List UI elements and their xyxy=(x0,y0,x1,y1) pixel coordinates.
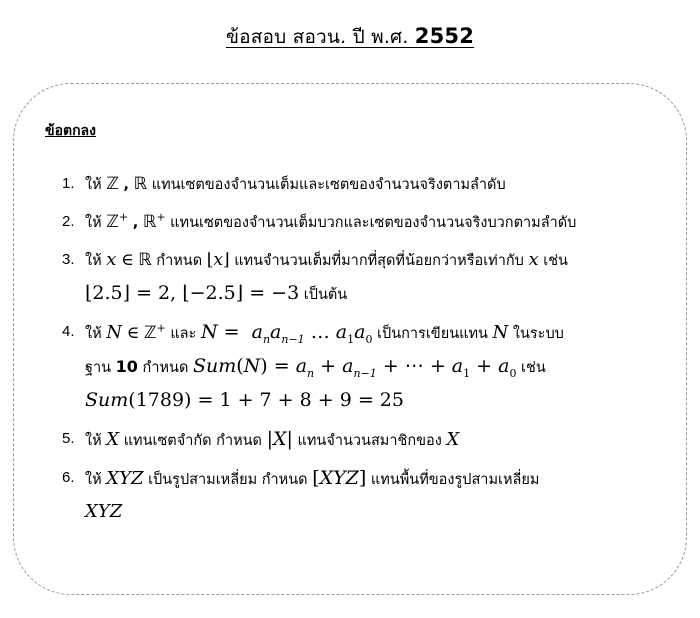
math-sum-definition: $Sum(N) = a_n + a_{n-1}$ + ⋯ + $a_1 + a_0$ xyxy=(192,355,517,380)
item-text: ให้ xyxy=(85,215,102,231)
sum-example-value: (1789) = 1 + 7 + 8 + 9 = 25 xyxy=(128,389,404,411)
list-item-4 xyxy=(62,316,682,418)
item-text: ให้ xyxy=(85,433,102,449)
math-in: ∈ xyxy=(126,323,140,343)
item-text: และ xyxy=(170,326,197,342)
item-text: ให้ xyxy=(85,253,102,269)
math-area-XYZ: [XYZ] xyxy=(312,467,367,489)
item-text: แทนจำนวนสมาชิกของ xyxy=(297,433,442,449)
list-item-5 xyxy=(62,423,682,457)
math-sum-example: Sum(1789) = 1 + 7 + 8 + 9 = 25 xyxy=(85,389,404,411)
item-text: ในระบบ xyxy=(512,326,564,342)
math-floor-x: ⌊x⌋ xyxy=(206,250,230,270)
math-card-X: |X| xyxy=(266,428,293,450)
item-text: ให้ xyxy=(85,177,102,193)
math-digits: $N = a_na_{n-1}$ … $a_1a_0$ xyxy=(200,321,373,346)
item-text: ฐาน xyxy=(85,360,112,376)
math-floor-example: ⌊2.5⌋ = 2, ⌊−2.5⌋ = −3 xyxy=(85,282,300,304)
integers-symbol: ℤ xyxy=(106,174,119,194)
item-text: แทนจำนวนเต็มที่มากที่สุดที่น้อยกว่าหรือเท่ากับ xyxy=(234,253,524,269)
math-XYZ: XYZ xyxy=(106,468,144,489)
math-in: ∈ xyxy=(121,250,134,270)
item-text: เช่น xyxy=(543,253,568,269)
item-text: เช่น xyxy=(521,360,546,376)
item-text: เป็นรูปสามเหลี่ยม กำหนด xyxy=(148,472,308,488)
positive-integers-symbol: ℤ+ xyxy=(143,321,166,343)
title-prefix: ข้อสอบ สอวน. ปี พ.ศ. xyxy=(225,26,415,48)
item-number: 5. xyxy=(62,430,75,447)
item-list xyxy=(62,168,682,534)
list-item-1: 1. ให้ ℤ , ℝ แทนเซตของจำนวนเต็มและเซตของจำนวนจริงตามลำดับ xyxy=(62,168,682,201)
item-text: เป็นต้น xyxy=(303,287,348,303)
list-item-6 xyxy=(62,462,682,529)
item-text: แทนเซตจำกัด กำหนด xyxy=(123,433,262,449)
math-X: X xyxy=(106,429,120,450)
item-text: กำหนด xyxy=(156,253,203,269)
list-item-2: 2. ให้ ℤ+ , ℝ+ แทนเซตของจำนวนเต็มบวกและเซตของจำนวนจริงบวกตามลำดับ xyxy=(62,206,682,239)
math-X: X xyxy=(446,429,460,450)
list-item-3 xyxy=(62,244,682,311)
item-text: ให้ xyxy=(85,326,102,342)
item-number: 1. xyxy=(62,175,75,192)
item-text: แทนพื้นที่ของรูปสามเหลี่ยม xyxy=(370,472,540,488)
item-number: 3. xyxy=(62,251,75,268)
reals-symbol: ℝ xyxy=(133,174,148,194)
item-number: 2. xyxy=(62,213,75,230)
item-number: 4. xyxy=(62,323,75,340)
math-N: N xyxy=(492,322,509,343)
base-number: 10 xyxy=(115,357,138,376)
reals-symbol: ℝ xyxy=(138,250,152,270)
title-year: 2552 xyxy=(414,24,475,48)
item-text: กำหนด xyxy=(142,360,189,376)
item-text: แทนเซตของจำนวนเต็มและเซตของจำนวนจริงตามลำดับ xyxy=(151,177,506,193)
positive-reals-symbol: ℝ+ xyxy=(142,210,166,232)
item-number: 6. xyxy=(62,469,75,486)
item-text: แทนเซตของจำนวนเต็มบวกและเซตของจำนวนจริงบวกตามลำดับ xyxy=(170,215,577,231)
math-x: x xyxy=(106,249,117,270)
positive-integers-symbol: ℤ+ xyxy=(106,210,129,232)
page-title xyxy=(0,22,700,52)
math-x: x xyxy=(528,249,539,270)
math-XYZ: XYZ xyxy=(85,501,123,522)
math-N: N xyxy=(106,322,122,343)
section-heading: ข้อตกลง xyxy=(45,123,96,139)
item-text: เป็นการเขียนแทน xyxy=(377,326,488,342)
item-text: ให้ xyxy=(85,472,102,488)
